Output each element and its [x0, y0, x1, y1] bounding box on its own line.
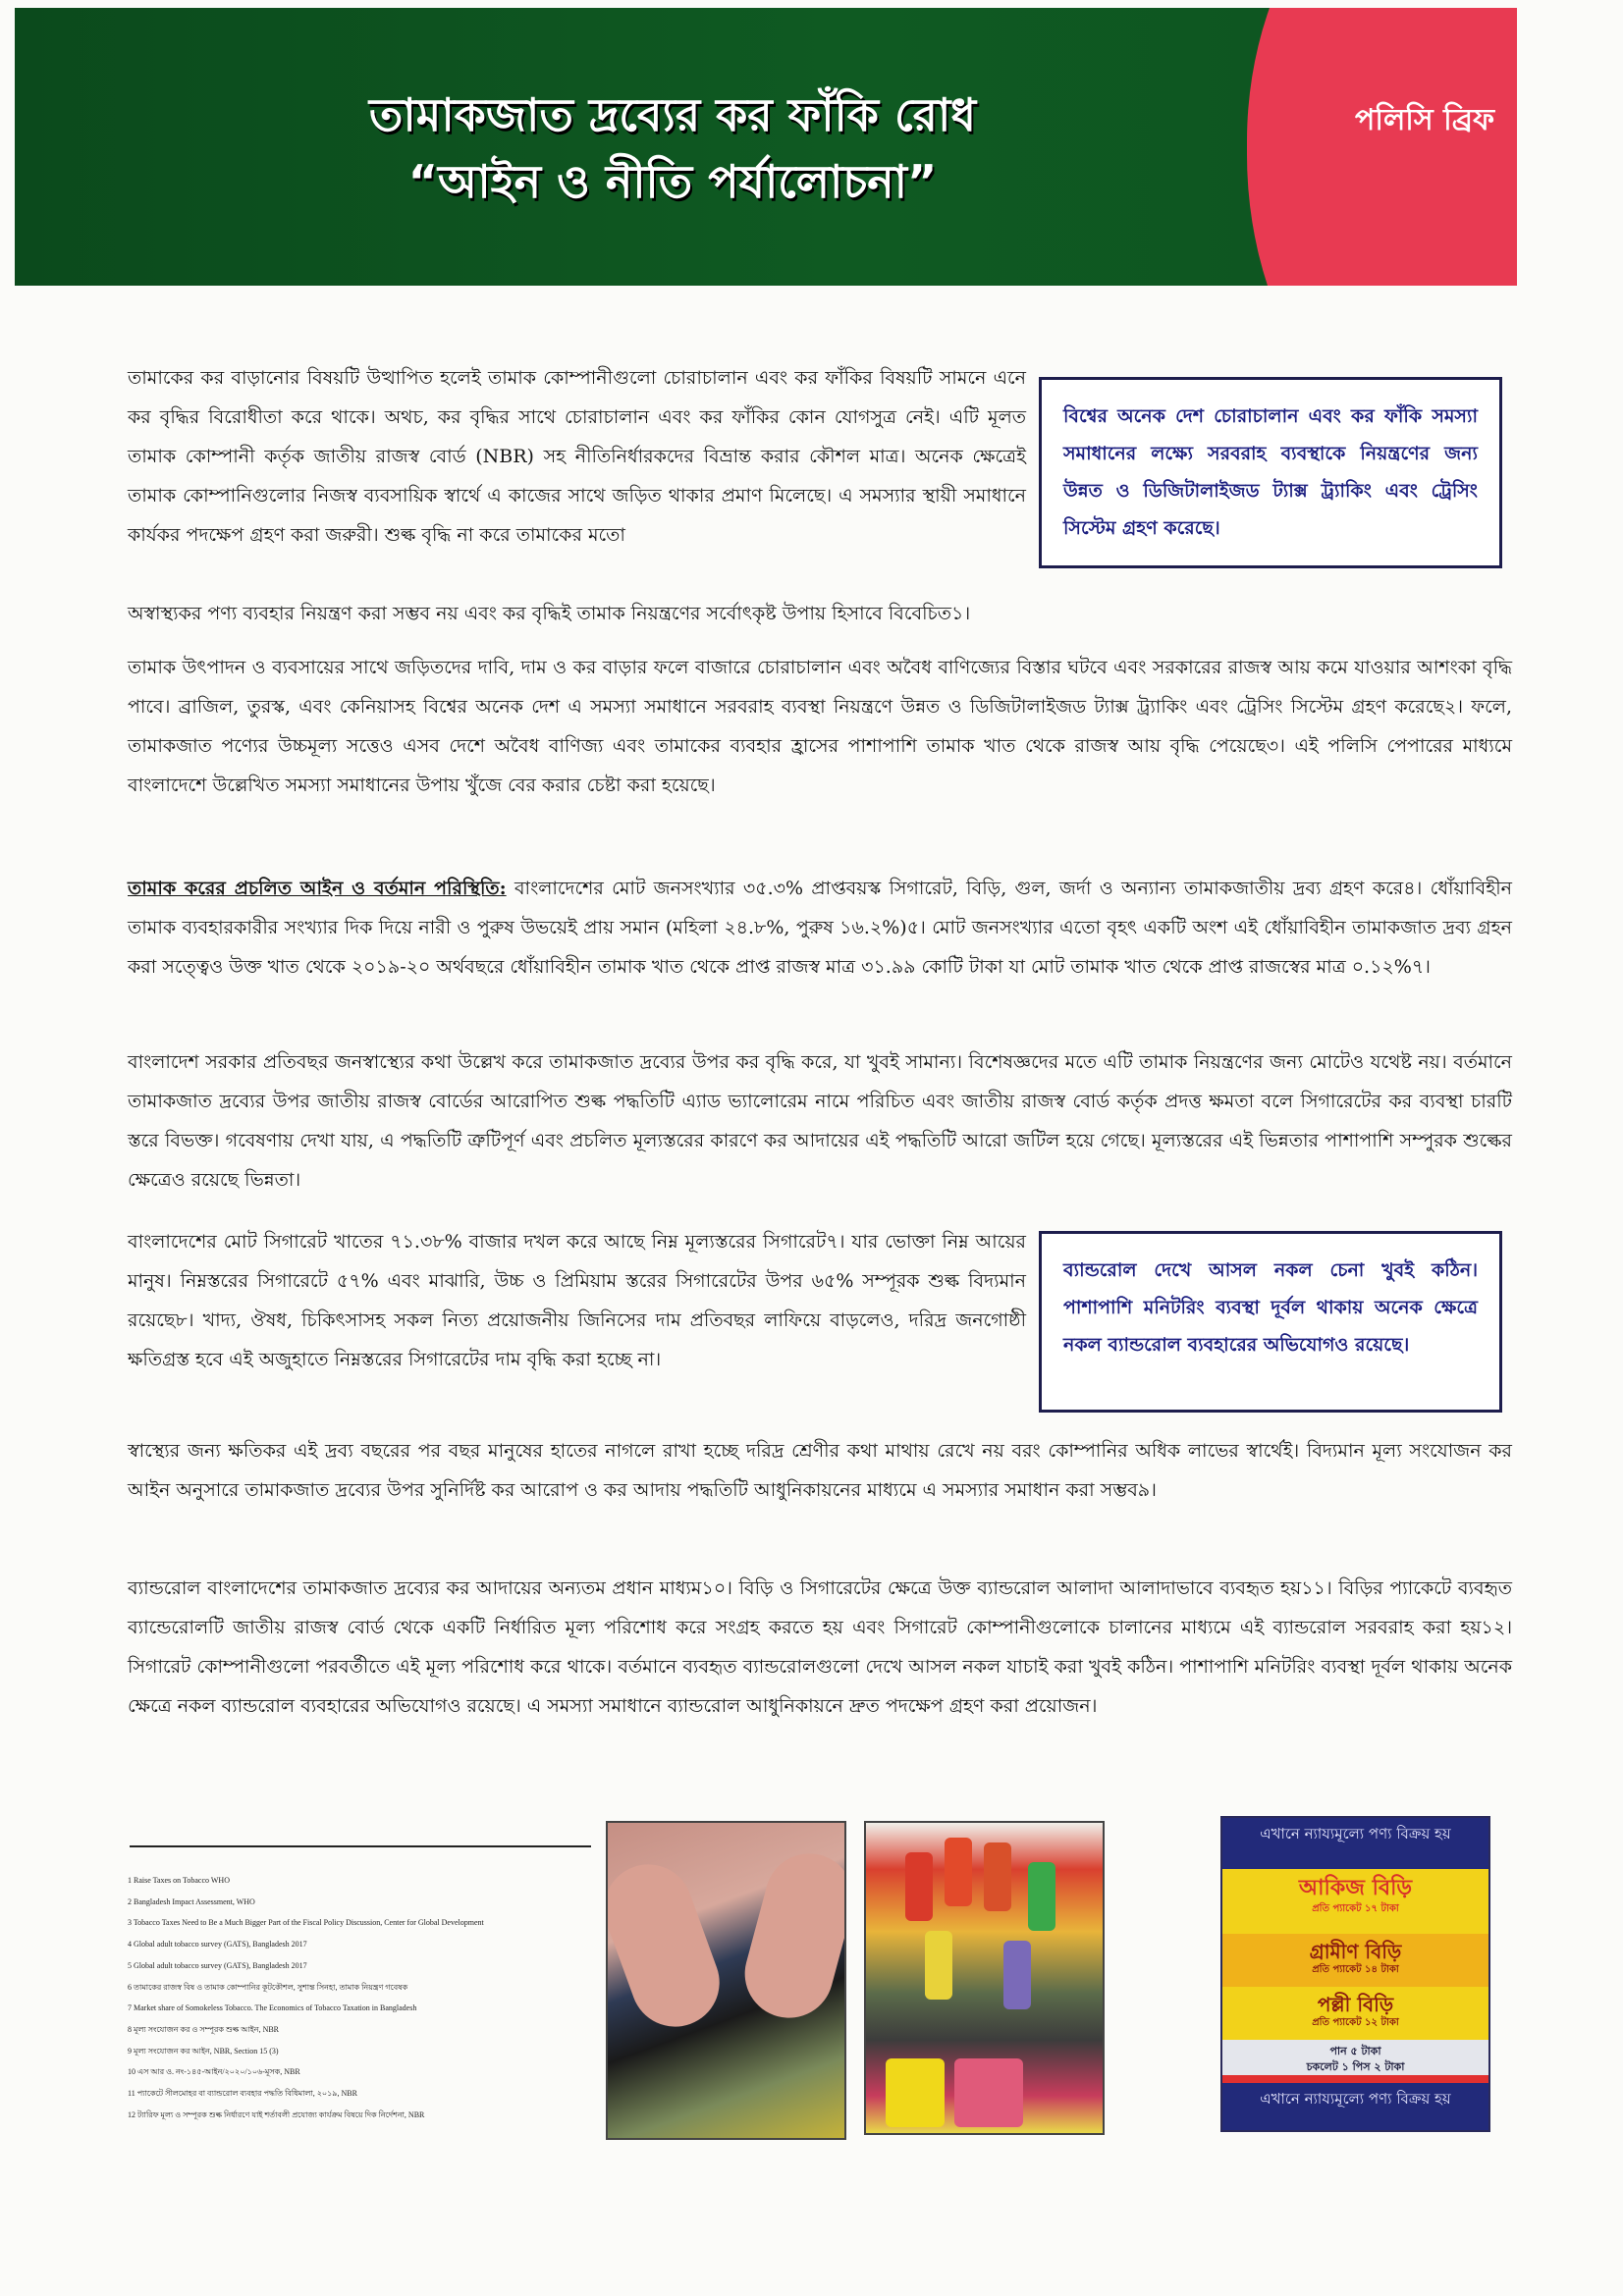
sign-price: প্রতি প্যাকেট ১৭ টাকা: [1312, 1903, 1399, 1914]
paragraph-1: তামাকের কর বাড়ানোর বিষয়টি উত্থাপিত হলেই তামাক কোম্পানীগুলো চোরাচালান এবং কর ফাঁকির বিষয়টি সামনে এনে কর বৃদ্ধির বিরোধীতা করে থাকে। অথচ, কর বৃদ্ধির সাথে চোরাচালান এবং কর ফাঁকির কোন যোগসুত্র নেই। এটি মূলত তামাক কোম্পানী কর্তৃক জাতীয় রাজস্ব বোর্ড (NBR) সহ নীতিনির্ধারকদের বিভ্রান্ত করার কৌশল মাত্র। অনেক ক্ষেত্রেই তামাক কোম্পানিগুলোর নিজস্ব ব্যবসায়িক স্বার্থে এ কাজের সাথে জড়িত থাকার প্রমাণ মিলেছে। এ সমস্যার স্থায়ী সমাধানে কার্যকর পদক্ষেপ গ্রহণ করা জরুরী। শুল্ক বৃদ্ধি না করে তামাকের মতো: [128, 367, 1026, 546]
photo-tobacco-products: [864, 1821, 1105, 2135]
footnote: 10 এস আর ও. নং-১৪৫-আইন/২০২০/১০৬-মূসক, NBR: [128, 2067, 300, 2077]
title-line-2: “আইন ও নীতি পর্যালোচনা”: [407, 155, 938, 208]
footnote: 11 প্যাকেটে সীলমোহর বা ব্যান্ডরোল ব্যবহার পদ্ধতি বিধিমালা, ২০১৯, NBR: [128, 2089, 357, 2099]
footnote: 1 Raise Taxes on Tobacco WHO: [128, 1876, 230, 1885]
photo-hands-with-tobacco: [606, 1821, 846, 2140]
paragraph-6: স্বাস্থ্যের জন্য ক্ষতিকর এই দ্রব্য বছরের পর বছর মানুষের হাতের নাগলে রাখা হচ্ছে দরিদ্র শ্রেণীর কথা মাথায় রেখে নয় বরং কোম্পানির অধিক লাভের স্বার্থেই। বিদ্যমান মূল্য সংযোজন কর আইন অনুসারে তামাকজাত দ্রব্যের উপর সুনির্দিষ্ট কর আরোপ ও কর আদায় পদ্ধতিটি আধুনিকায়নের মাধ্যমে এ সমস্যার সমাধান করা সম্ভব৯।: [128, 1440, 1512, 1501]
shop-price-sign: [1220, 1816, 1490, 2132]
title-line-1: তামাকজাত দ্রব্যের কর ফাঁকি রোধ: [368, 88, 977, 141]
paragraph-3-text: বাংলাদেশের মোট জনসংখ্যার ৩৫.৩% প্রাপ্তবয়স্ক সিগারেট, বিড়ি, গুল, জর্দা ও অন্যান্য তামাকজাতীয় দ্রব্য গ্রহণ করে৪। ধোঁয়াবিহীন তামাক ব্যবহারকারীর সংখ্যার দিক দিয়ে নারী ও পুরুষ উভয়েই প্রায় সমান (মহিলা ২৪.৮%, পুরুষ ১৬.২%)৫। মোট জনসংখ্যার এতো বৃহৎ একটি অংশ এই ধোঁয়াবিহীন তামাকজাত দ্রব্য গ্রহন করা সত্ত্বেও উক্ত খাত থেকে ২০১৯-২০ অর্থবছরে ধোঁয়াবিহীন তামাক খাত থেকে প্রাপ্ত রাজস্ব মাত্র ৩১.৯৯ কোটি টাকা যা মোট তামাক খাত থেকে প্রাপ্ত রাজস্বের মাত্র ০.১২%৭।: [128, 878, 1512, 978]
sign-red-stripe: [1222, 2075, 1488, 2083]
footnote: 7 Market share of Somokeless Tobacco. The Economics of Tobacco Taxation in Bangladesh: [128, 2003, 417, 2013]
sign-item: [1222, 1934, 1488, 1987]
hand-shape: [735, 1843, 846, 2028]
sign-extra-prices: [1222, 2040, 1488, 2075]
footnote: 6 তামাকের রাজস্ব বিষ ও তামাক কোম্পানির কূটকৌশল, সুশান্ত সিনহা, তামাক নিয়ন্ত্রণ গবেষক: [128, 1982, 408, 1992]
sign-extra-line: চকলেট ১ পিস ২ টাকা: [1306, 2060, 1405, 2073]
document-title: [241, 81, 1105, 215]
footnote: 8 মূল্য সংযোজন কর ও সম্পূরক শুল্ক আইন, NBR: [128, 2024, 280, 2034]
footnote-divider: [130, 1845, 591, 1847]
callout-box-banderole: ব্যান্ডরোল দেখে আসল নকল চেনা খুবই কঠিন। পাশাপাশি মনিটরিং ব্যবস্থা দূর্বল থাকায় অনেক ক্ষেত্রে নকল ব্যান্ডরোল ব্যবহারের অভিযোগও রয়েছে।: [1039, 1231, 1502, 1413]
sign-brand: পল্লী বিড়ি: [1317, 1993, 1394, 2016]
footnotes-list: [128, 1870, 599, 2125]
sign-top-banner: এখানে ন্যায্যমূল্যে পণ্য বিক্রয় হয়: [1222, 1818, 1488, 1869]
footnote: 4 Global adult tobacco survey (GATS), Bangladesh 2017: [128, 1940, 307, 1949]
policy-brief-tag: পলিসি ব্রিফ: [1355, 103, 1494, 137]
section-heading-current-law: তামাক করের প্রচলিত আইন ও বর্তমান পরিস্থিতি:: [128, 878, 507, 899]
paragraph-7: ব্যান্ডরোল বাংলাদেশের তামাকজাত দ্রব্যের কর আদায়ের অন্যতম প্রধান মাধ্যম১০। বিড়ি ও সিগারেটের ক্ষেত্রে উক্ত ব্যান্ডরোল আলাদা আলাদাভাবে ব্যবহৃত হয়১১। বিড়ির প্যাকেটে ব্যবহৃত ব্যান্ডেরোলটি জাতীয় রাজস্ব বোর্ড থেকে একটি নির্ধারিত মূল্য পরিশোধ করে সংগ্রহ করতে হয় এবং সিগারেট কোম্পানীগুলোকে চালানের মাধ্যমে এই ব্যান্ডরোল সরবরাহ করা হয়১২। সিগারেট কোম্পানীগুলো পরবর্তীতে এই মূল্য পরিশোধ করে থাকে। বর্তমানে ব্যবহৃত ব্যান্ডরোলগুলো দেখে আসল নকল যাচাই করা খুবই কঠিন। পাশাপাশি মনিটরিং ব্যবস্থা দূর্বল থাকায় অনেক ক্ষেত্রে নকল ব্যান্ডরোল ব্যবহারের অভিযোগও রয়েছে। এ সমস্যা সমাধানে ব্যান্ডরোল আধুনিকায়নে দ্রুত পদক্ষেপ গ্রহণ করা প্রয়োজন।: [128, 1577, 1512, 1717]
product-can: [905, 1852, 933, 1921]
product-pack: [954, 2058, 1023, 2127]
paragraph-2: তামাক উৎপাদন ও ব্যবসায়ের সাথে জড়িতদের দাবি, দাম ও কর বাড়ার ফলে বাজারে চোরাচালান এবং অবৈধ বাণিজ্যের বিস্তার ঘটবে এবং সরকারের রাজস্ব আয় কমে যাওয়ার আশংকা বৃদ্ধি পাবে। ব্রাজিল, তুরস্ক, এবং কেনিয়াসহ বিশ্বের অনেক দেশ এ সমস্যা সমাধানে সরবরাহ ব্যবস্থা নিয়ন্ত্রণে উন্নত ও ডিজিটালাইজড ট্যাক্স ট্র্যাকিং এবং ট্রেসিং সিস্টেম গ্রহণ করেছে২। ফলে, তামাকজাত পণ্যের উচ্চমূল্য সত্তেও এসব দেশে অবৈধ বাণিজ্য এবং তামাকের ব্যবহার হ্রাসের পাশাপাশি তামাক খাত থেকে রাজস্ব আয় বৃদ্ধি পেয়েছে৩। এই পলিসি পেপারের মাধ্যমে বাংলাদেশে উল্লেখিত সমস্যা সমাধানের উপায় খুঁজে বের করার চেষ্টা করা হয়েছে।: [128, 657, 1512, 796]
product-pack: [886, 2058, 945, 2127]
red-circle-decoration: [1247, 8, 1517, 286]
sign-bottom-banner: এখানে ন্যায্যমূল্যে পণ্য বিক্রয় হয়: [1222, 2083, 1488, 2132]
sign-price: প্রতি প্যাকেট ১২ টাকা: [1312, 2017, 1399, 2028]
sign-item: [1222, 1987, 1488, 2040]
sign-price: প্রতি প্যাকেট ১৪ টাকা: [1312, 1964, 1399, 1975]
hand-shape: [606, 1852, 731, 2040]
product-can: [1003, 1941, 1031, 2009]
sign-brand: গ্রামীণ বিড়ি: [1309, 1940, 1402, 1963]
product-can: [984, 1842, 1011, 1911]
paragraph-1-end: অস্বাস্থ্যকর পণ্য ব্যবহার নিয়ন্ত্রণ করা সম্ভব নয় এবং কর বৃদ্ধিই তামাক নিয়ন্ত্রণের সর্বোৎকৃষ্ট উপায় হিসাবে বিবেচিত১।: [128, 603, 971, 624]
callout-box-tracking: বিশ্বের অনেক দেশ চোরাচালান এবং কর ফাঁকি সমস্যা সমাধানের লক্ষ্যে সরবরাহ ব্যবস্থাকে নিয়ন্ত্রণের জন্য উন্নত ও ডিজিটালাইজড ট্যাক্স ট্র্যাকিং এবং ট্রেসিং সিস্টেম গ্রহণ করেছে।: [1039, 377, 1502, 568]
footnote: 2 Bangladesh Impact Assessment, WHO: [128, 1896, 255, 1906]
footnote: 5 Global adult tobacco survey (GATS), Bangladesh 2017: [128, 1960, 307, 1970]
footnote: 3 Tobacco Taxes Need to Be a Much Bigger Part of the Fiscal Policy Discussion, Center for Global Development: [128, 1918, 484, 1928]
paragraph-3: [128, 869, 1512, 987]
product-can: [1028, 1862, 1055, 1931]
paragraph-4: বাংলাদেশ সরকার প্রতিবছর জনস্বাস্থ্যের কথা উল্লেখ করে তামাকজাত দ্রব্যের উপর কর বৃদ্ধি করে, যা খুবই সামান্য। বিশেষজ্ঞদের মতে এটি তামাক নিয়ন্ত্রণের জন্য মোটেও যথেষ্ট নয়। বর্তমানে তামাকজাত দ্রব্যের উপর জাতীয় রাজস্ব বোর্ডের আরোপিত শুল্ক পদ্ধতিটি এ্যাড ভ্যালোরেম নামে পরিচিত এবং জাতীয় রাজস্ব বোর্ড কর্তৃক প্রদত্ত ক্ষমতা বলে সিগারেটের কর ব্যবস্থা চারটি স্তরে বিভক্ত। গবেষণায় দেখা যায়, এ পদ্ধতিটি ত্রুটিপূর্ণ এবং প্রচলিত মূল্যস্তরের কারণে কর আদায়ের এই পদ্ধতিটি আরো জটিল হয়ে গেছে। মূল্যস্তরের এই ভিন্নতার পাশাপাশি সম্পুরক শুল্কের ক্ষেত্রেও রয়েছে ভিন্নতা।: [128, 1051, 1512, 1191]
sign-extra-line: পান ৫ টাকা: [1329, 2045, 1381, 2057]
product-can: [945, 1838, 972, 1906]
paragraph-5: বাংলাদেশের মোট সিগারেট খাতের ৭১.৩৮% বাজার দখল করে আছে নিম্ন মূল্যস্তরের সিগারেট৭। যার ভোক্তা নিম্ন আয়ের মানুষ। নিম্নস্তরের সিগারেটে ৫৭% এবং মাঝারি, উচ্চ ও প্রিমিয়াম স্তরের সিগারেটের উপর ৬৫% সম্পূরক শুল্ক বিদ্যমান রয়েছে৮। খাদ্য, ঔষধ, চিকিৎসাসহ সকল নিত্য প্রয়োজনীয় জিনিসের দাম প্রতিবছর লাফিয়ে বাড়লেও, দরিদ্র জনগোষ্ঠী ক্ষতিগ্রস্ত হবে এই অজুহাতে নিম্নস্তরের সিগারেটের দাম বৃদ্ধি করা হচ্ছে না।: [128, 1231, 1026, 1370]
sign-item: [1222, 1869, 1488, 1934]
header-banner: [15, 8, 1517, 286]
footnote: 9 মূল্য সংযোজন কর আইন, NBR, Section 15 (3): [128, 2046, 279, 2056]
product-can: [925, 1931, 952, 2000]
sign-brand: আকিজ বিড়ি: [1298, 1876, 1413, 1900]
footnote: 12 ট্যারিফ মূল্য ও সম্পূরক শুল্ক নির্ধারণে যাই শর্তাবলী প্রযোজ্য কার্যক্রম বিষয়ে দিক নির্দেশনা, NBR: [128, 2109, 425, 2119]
